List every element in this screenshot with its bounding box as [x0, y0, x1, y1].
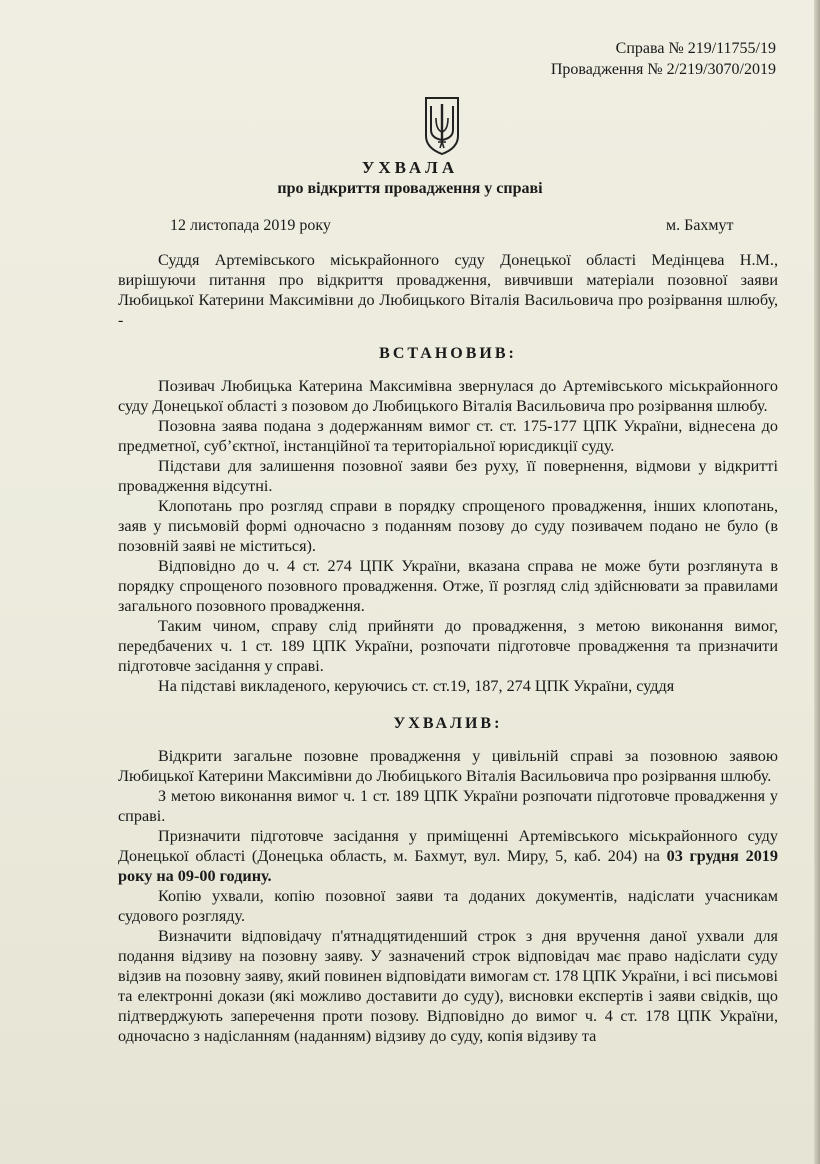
- section-heading-ruled: УХВАЛИВ:: [393, 715, 503, 732]
- document-date: 12 листопада 2019 року: [170, 217, 331, 234]
- finding-paragraph: Підстави для залишення позовної заяви без руху, її повернення, відмови у відкритті провадження відсутні.: [118, 457, 778, 495]
- hearing-date: 03 грудня 2019 року на 09-00 годину.: [118, 847, 778, 885]
- ruling-paragraph-hearing: [118, 826, 778, 886]
- finding-paragraph: Позовна заява подана з додержанням вимог ст. ст. 175-177 ЦПК України, віднесена до предметної, суб’єктної, інстанційної та територіальної юрисдикції суду.: [118, 417, 778, 455]
- finding-paragraph: Таким чином, справу слід прийняти до провадження, з метою виконання вимог, передбачених ч. 1 ст. 189 ЦПК України, розпочати підготовче провадження та призначити підготовче засідання у справі.: [118, 617, 778, 675]
- ruling-paragraph: Визначити відповідачу п'ятнадцятиденший строк з дня вручення даної ухвали для подання відзиву на позовну заяву. У зазначений строк відповідач має право надіслати суду відзив на позовну заяву, який повинен відповідати вимогам ст. 178 ЦПК України, і всі письмові та електронні докази (які можливо доставити до суду), висновки експертів і заяви свідків, що підтверджують заперечення проти позову. Відповідно до вимог ч. 4 ст. 178 ЦПК України, одночасно з надісланням (наданням) відзиву до суду, копія відзиву та: [118, 927, 778, 1045]
- finding-paragraph: Відповідно до ч. 4 ст. 274 ЦПК України, вказана справа не може бути розглянута в порядку спрощеного позовного провадження. Отже, її розгляд слід здійснювати за правилами загального позовного провадження.: [118, 557, 778, 615]
- document-body: [118, 250, 778, 1046]
- finding-paragraph: На підставі викладеного, керуючись ст. ст.19, 187, 274 ЦПК України, суддя: [158, 677, 675, 695]
- ruling-paragraph: З метою виконання вимог ч. 1 ст. 189 ЦПК України розпочати підготовче провадження у справі.: [118, 787, 778, 825]
- hearing-text: Призначити підготовче засідання у приміщенні Артемівського міськрайонного суду Донецької області (Донецька область, м. Бахмут, вул. Миру, 5, каб. 204) на: [118, 827, 778, 865]
- document-title: УХВАЛА: [361, 158, 459, 177]
- document-subtitle: про відкриття провадження у справі: [277, 180, 543, 197]
- case-number: Справа № 219/11755/19: [615, 40, 776, 57]
- intro-paragraph: Суддя Артемівського міськрайонного суду Донецької області Медінцева Н.М., вирішуючи питання про відкриття провадження, вивчивши матеріали позовної заяви Любицької Катерини Максимівни до Любицького Віталія Васильовича про розірвання шлюбу, -: [118, 251, 778, 329]
- proceeding-number: Провадження № 2/219/3070/2019: [550, 61, 776, 78]
- document-city: м. Бахмут: [666, 217, 734, 234]
- case-info: [551, 38, 776, 80]
- trident-coat-of-arms-icon: [424, 96, 460, 156]
- finding-paragraph: Позивач Любицька Катерина Максимівна звернулася до Артемівського міськрайонного суду Донецької області з позовом до Любицького Віталія Васильовича про розірвання шлюбу.: [118, 377, 778, 415]
- ruling-paragraph: Відкрити загальне позовне провадження у цивільній справі за позовною заявою Любицької Катерини Максимівни до Любицького Віталія Васильовича про розірвання шлюбу.: [118, 747, 778, 785]
- ruling-paragraph: Копію ухвали, копію позовної заяви та доданих документів, надіслати учасникам судового розгляду.: [118, 887, 778, 925]
- finding-paragraph: Клопотань про розгляд справи в порядку спрощеного провадження, інших клопотань, заяв у письмовій формі одночасно з поданням позову до суду позивачем подано не було (в позовній заяві не міститься).: [118, 497, 778, 555]
- section-heading-established: ВСТАНОВИВ:: [379, 345, 517, 362]
